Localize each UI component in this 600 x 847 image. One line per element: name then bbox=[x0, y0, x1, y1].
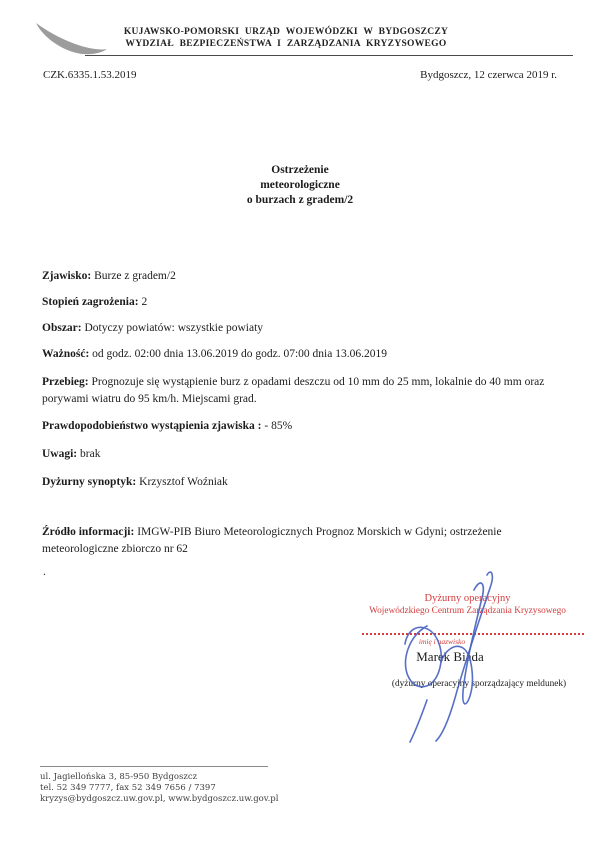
field-label: Prawdopodobieństwo wystąpienia zjawiska : bbox=[42, 420, 262, 432]
field-label: Zjawisko: bbox=[42, 270, 92, 282]
field-label: Przebieg: bbox=[42, 376, 89, 388]
title-line1: Ostrzeżenie bbox=[271, 164, 329, 176]
field-waznosc bbox=[42, 346, 562, 363]
field-label: Obszar: bbox=[42, 322, 82, 334]
org-name-line1: KUJAWSKO-POMORSKI URZĄD WOJEWÓDZKI W BYDGOSZCZY bbox=[123, 27, 449, 37]
stamp-org-line: Wojewódzkiego Centrum Zarządzania Kryzysowego bbox=[369, 606, 566, 616]
title-line2: meteorologiczne bbox=[260, 179, 340, 191]
field-value: 2 bbox=[141, 296, 148, 308]
field-value: Dotyczy powiatów: wszystkie powiaty bbox=[84, 322, 264, 334]
field-prawdopodobienstwo bbox=[42, 418, 562, 435]
trailing-dot: . bbox=[43, 566, 46, 578]
field-przebieg bbox=[42, 374, 562, 408]
field-value: Krzysztof Woźniak bbox=[139, 476, 228, 488]
field-zrodlo-informacji bbox=[42, 524, 562, 558]
footer-block bbox=[40, 772, 278, 805]
field-label: Uwagi: bbox=[42, 448, 78, 460]
header-divider bbox=[85, 55, 573, 56]
field-label: Dyżurny synoptyk: bbox=[42, 476, 137, 488]
field-value: IMGW-PIB Biuro Meteorologicznych Prognoz Morskich w Gdyni; ostrzeżenie meteorologiczne zbiorczo nr 62 bbox=[42, 526, 502, 555]
title-line3: o burzach z gradem/2 bbox=[246, 194, 354, 206]
field-value: brak bbox=[80, 448, 101, 460]
field-label: Źródło informacji: bbox=[42, 526, 135, 538]
footer-divider bbox=[40, 766, 268, 767]
org-name-line2: WYDZIAŁ BEZPIECZEŃSTWA I ZARZĄDZANIA KRYZYSOWEGO bbox=[125, 39, 447, 49]
field-uwagi bbox=[42, 446, 562, 463]
footer-phone: tel. 52 349 7777, fax 52 349 7656 / 7397 bbox=[40, 783, 216, 793]
field-label: Ważność: bbox=[42, 348, 90, 360]
document-title bbox=[0, 163, 600, 208]
field-dyzurny-synoptyk bbox=[42, 474, 562, 491]
field-zjawisko bbox=[42, 268, 562, 285]
field-stopien-zagrozenia bbox=[42, 294, 562, 311]
signature-dotted-line bbox=[362, 633, 584, 635]
place-and-date: Bydgoszcz, 12 czerwca 2019 r. bbox=[420, 69, 557, 81]
field-value: od godz. 02:00 dnia 13.06.2019 do godz. 07:00 dnia 13.06.2019 bbox=[92, 348, 387, 360]
signature-field-caption: imię i nazwisko bbox=[418, 637, 466, 646]
field-obszar bbox=[42, 320, 562, 337]
reference-number: CZK.6335.1.53.2019 bbox=[43, 69, 137, 81]
field-value: Prognozuje się wystąpienie burz z opadami deszczu od 10 mm do 25 mm, lokalnie do 40 mm oraz porywami wiatru do 95 km/h. Miejscami grad. bbox=[42, 376, 545, 405]
footer-contacts: kryzys@bydgoszcz.uw.gov.pl, www.bydgoszcz.uw.gov.pl bbox=[40, 794, 279, 804]
org-header bbox=[85, 26, 487, 50]
stamp-role-line: Dyżurny operacyjny bbox=[424, 593, 511, 604]
footer-address: ul. Jagiellońska 3, 85-950 Bydgoszcz bbox=[40, 772, 198, 782]
signatory-name: Marek Biada bbox=[416, 649, 484, 664]
field-value: Burze z gradem/2 bbox=[94, 270, 176, 282]
signatory-role-caption: (dyżurny operacyjny sporządzający meldunek) bbox=[391, 679, 567, 689]
field-label: Stopień zagrożenia: bbox=[42, 296, 139, 308]
field-value: - 85% bbox=[264, 420, 293, 432]
